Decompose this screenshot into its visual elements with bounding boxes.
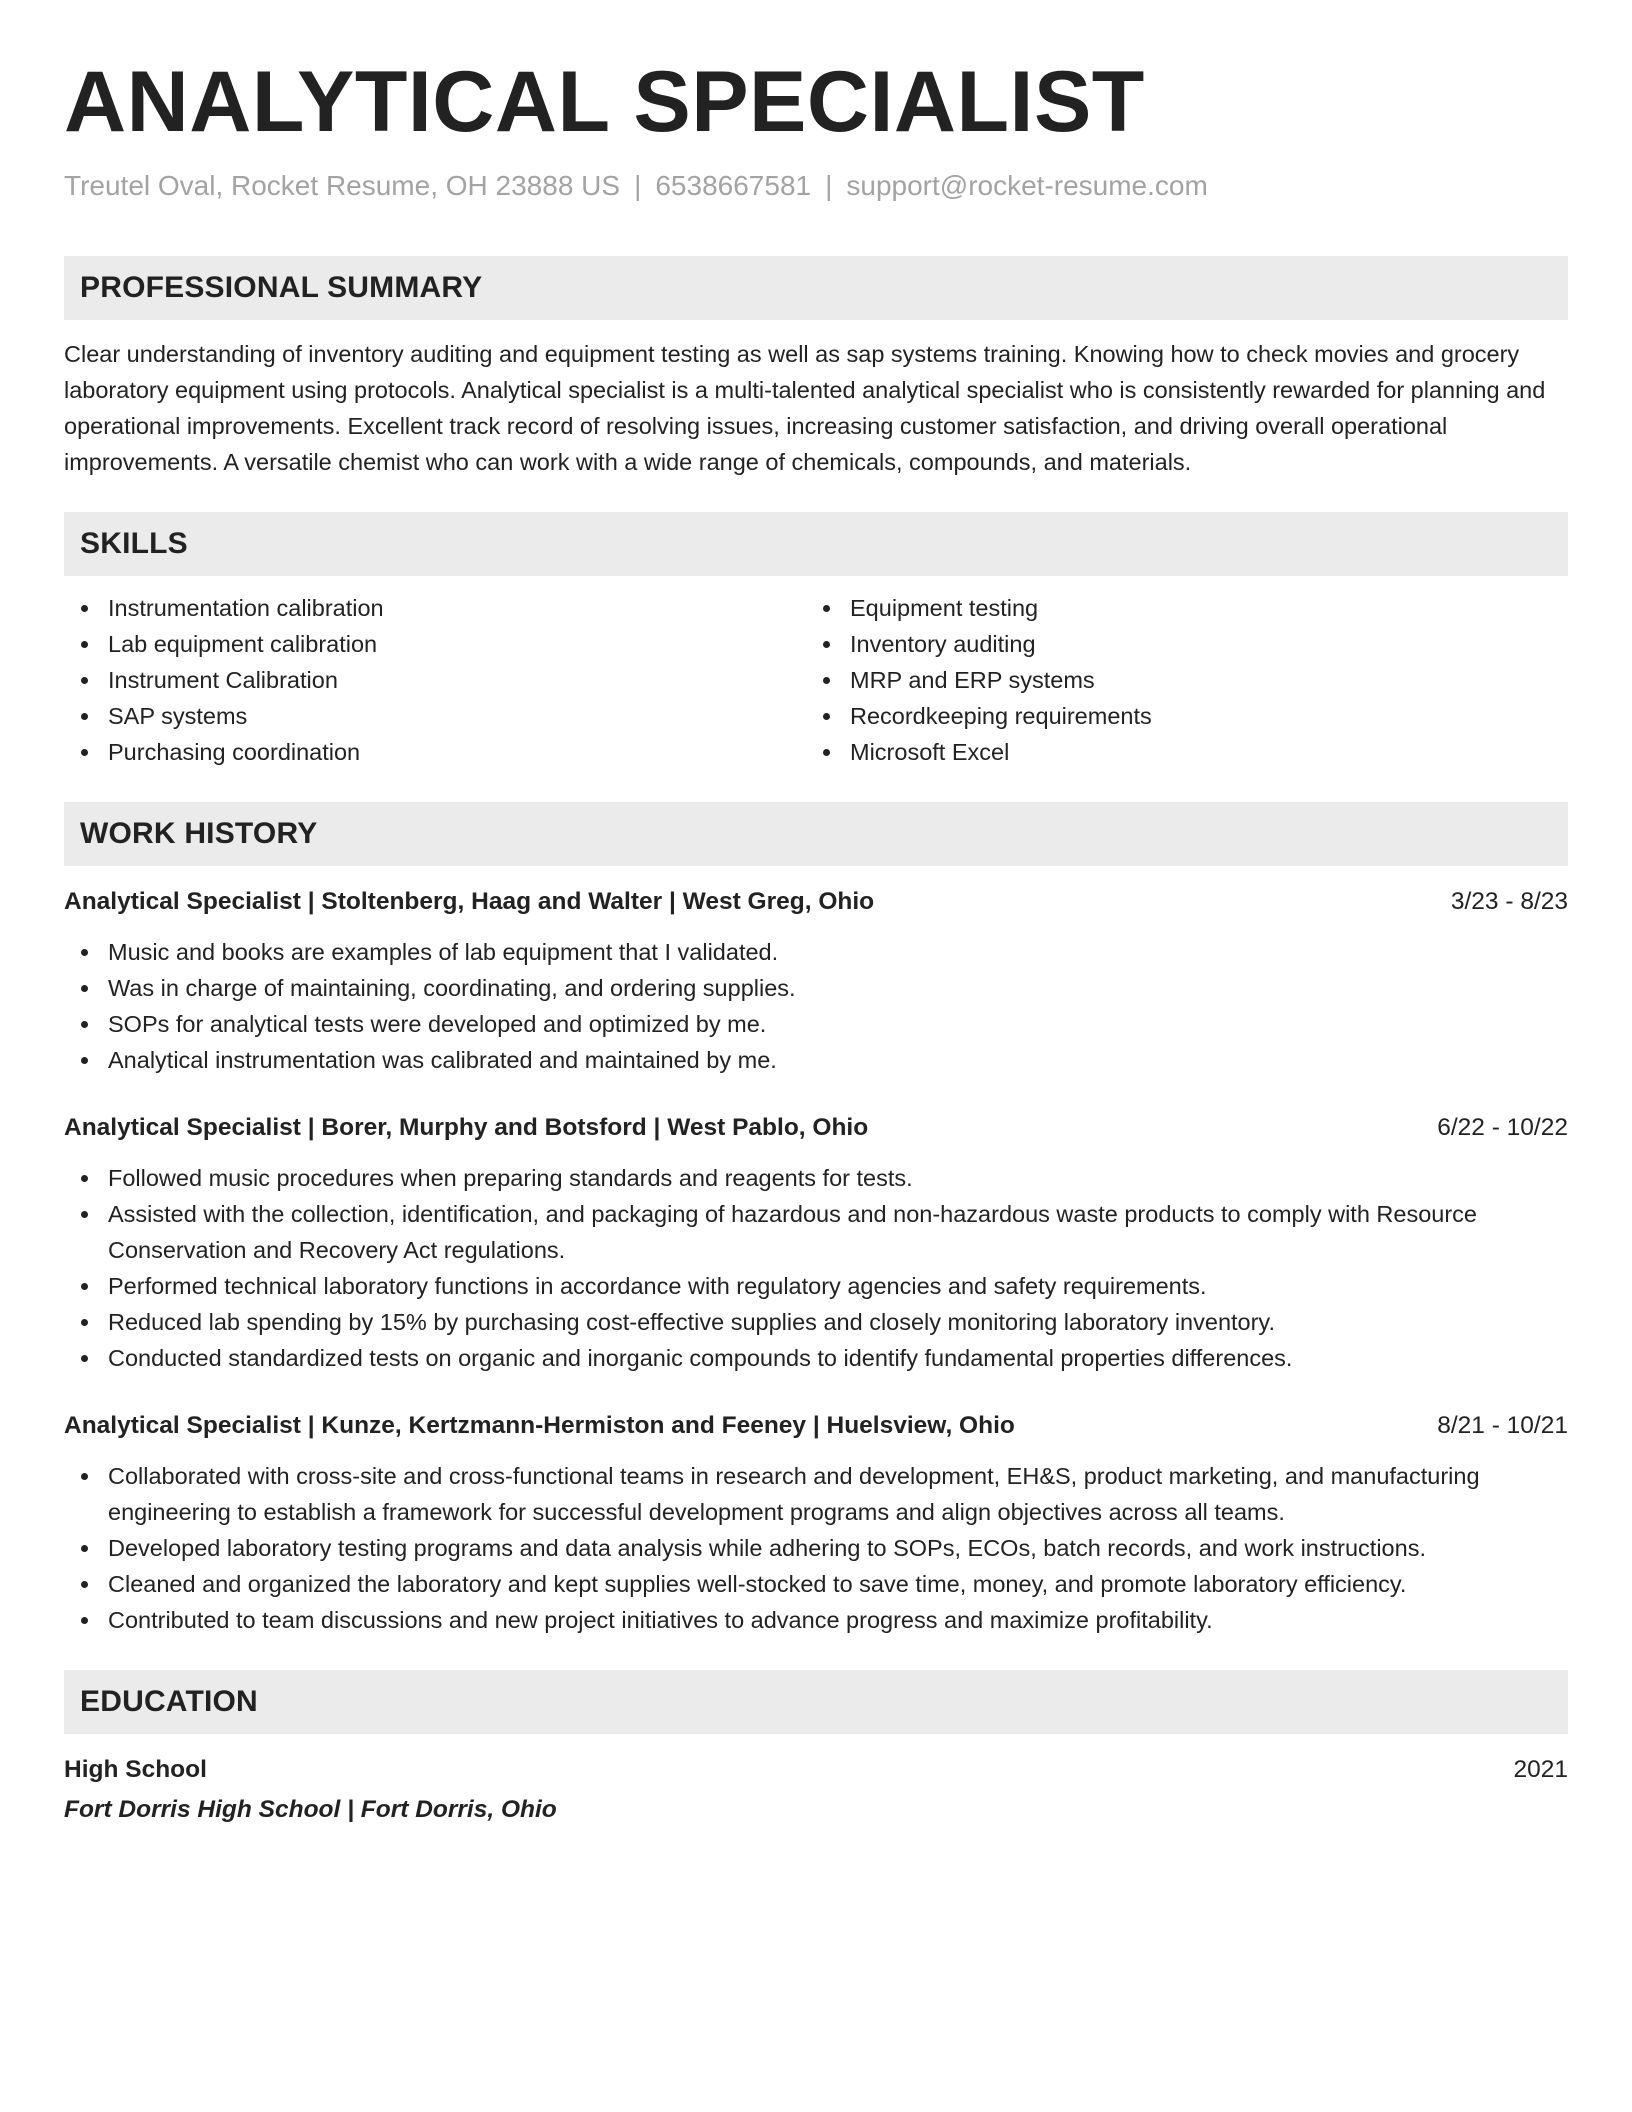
skill-item: Purchasing coordination xyxy=(64,734,806,770)
job-title: Analytical Specialist | Stoltenberg, Haag and Walter | West Greg, Ohio xyxy=(64,888,875,915)
skill-item: SAP systems xyxy=(64,698,806,734)
section-header-work-history: WORK HISTORY xyxy=(64,802,1568,866)
job-date: 6/22 - 10/22 xyxy=(1437,1114,1568,1141)
job-date: 3/23 - 8/23 xyxy=(1450,888,1568,915)
contact-phone: 6538667581 xyxy=(655,170,812,201)
job-bullet: Conducted standardized tests on organic and inorganic compounds to identify fundamental properties differences. xyxy=(64,1340,1568,1376)
skill-item: Inventory auditing xyxy=(806,626,1548,662)
job-bullet: Reduced lab spending by 15% by purchasing cost-effective supplies and closely monitoring laboratory inventory. xyxy=(64,1304,1568,1340)
skill-item: Equipment testing xyxy=(806,590,1548,626)
job-date: 8/21 - 10/21 xyxy=(1437,1412,1568,1439)
skill-item: Instrumentation calibration xyxy=(64,590,806,626)
contact-email: support@rocket-resume.com xyxy=(846,170,1208,201)
job-bullets xyxy=(64,1160,1568,1376)
job-entry xyxy=(64,884,1568,1078)
section-header-education: EDUCATION xyxy=(64,1670,1568,1734)
job-header xyxy=(64,1110,1568,1146)
contact-address: Treutel Oval, Rocket Resume, OH 23888 US xyxy=(64,170,621,201)
job-bullet: Was in charge of maintaining, coordinating, and ordering supplies. xyxy=(64,970,1568,1006)
job-bullet: Followed music procedures when preparing standards and reagents for tests. xyxy=(64,1160,1568,1196)
skill-item: MRP and ERP systems xyxy=(806,662,1548,698)
skill-item: Recordkeeping requirements xyxy=(806,698,1548,734)
job-bullets xyxy=(64,1458,1568,1638)
skill-item: Microsoft Excel xyxy=(806,734,1548,770)
job-bullet: Music and books are examples of lab equipment that I validated. xyxy=(64,934,1568,970)
job-header xyxy=(64,884,1568,920)
education-degree: High School xyxy=(64,1756,207,1783)
job-bullet: Collaborated with cross-site and cross-functional teams in research and development, EH&S, product marketing, and manufacturing engineering to establish a framework for successful development programs and align objectives across all teams. xyxy=(64,1458,1568,1530)
skill-item: Instrument Calibration xyxy=(64,662,806,698)
contact-separator: | xyxy=(634,170,642,201)
candidate-name: ANALYTICAL SPECIALIST xyxy=(64,54,1145,150)
job-title: Analytical Specialist | Kunze, Kertzmann-Hermiston and Feeney | Huelsview, Ohio xyxy=(64,1412,1015,1439)
job-bullet: Developed laboratory testing programs and data analysis while adhering to SOPs, ECOs, batch records, and work instructions. xyxy=(64,1530,1568,1566)
job-bullet: Assisted with the collection, identification, and packaging of hazardous and non-hazardous waste products to comply with Resource Conservation and Recovery Act regulations. xyxy=(64,1196,1568,1268)
skills-column-left xyxy=(64,590,806,770)
skills-column-right xyxy=(806,590,1548,770)
job-bullet: SOPs for analytical tests were developed and optimized by me. xyxy=(64,1006,1568,1042)
job-title: Analytical Specialist | Borer, Murphy and Botsford | West Pablo, Ohio xyxy=(64,1114,869,1141)
job-bullets xyxy=(64,934,1568,1078)
summary-text: Clear understanding of inventory auditing and equipment testing as well as sap systems training. Knowing how to check movies and grocery laboratory equipment using protocols. Analytical specialist is a multi-talented analytical specialist who is consistently rewarded for planning and operational improvements. Excellent track record of resolving issues, increasing customer satisfaction, and driving overall operational improvements. A versatile chemist who can work with a wide range of chemicals, compounds, and materials. xyxy=(64,341,1546,475)
contact-separator: | xyxy=(825,170,833,201)
education-school: Fort Dorris High School | Fort Dorris, Ohio xyxy=(64,1796,557,1823)
job-bullet: Contributed to team discussions and new project initiatives to advance progress and maximize profitability. xyxy=(64,1602,1568,1638)
section-header-skills: SKILLS xyxy=(64,512,1568,576)
contact-line xyxy=(64,168,1568,204)
job-bullet: Performed technical laboratory functions in accordance with regulatory agencies and safety requirements. xyxy=(64,1268,1568,1304)
education-entry xyxy=(64,1752,1568,1828)
section-header-summary: PROFESSIONAL SUMMARY xyxy=(64,256,1568,320)
job-bullet: Analytical instrumentation was calibrated and maintained by me. xyxy=(64,1042,1568,1078)
education-year: 2021 xyxy=(1513,1756,1568,1783)
skill-item: Lab equipment calibration xyxy=(64,626,806,662)
job-header xyxy=(64,1408,1568,1444)
skills-list xyxy=(64,590,1568,770)
education-header xyxy=(64,1752,1568,1788)
job-bullet: Cleaned and organized the laboratory and kept supplies well-stocked to save time, money, and promote laboratory efficiency. xyxy=(64,1566,1568,1602)
job-entry xyxy=(64,1408,1568,1638)
job-entry xyxy=(64,1110,1568,1376)
